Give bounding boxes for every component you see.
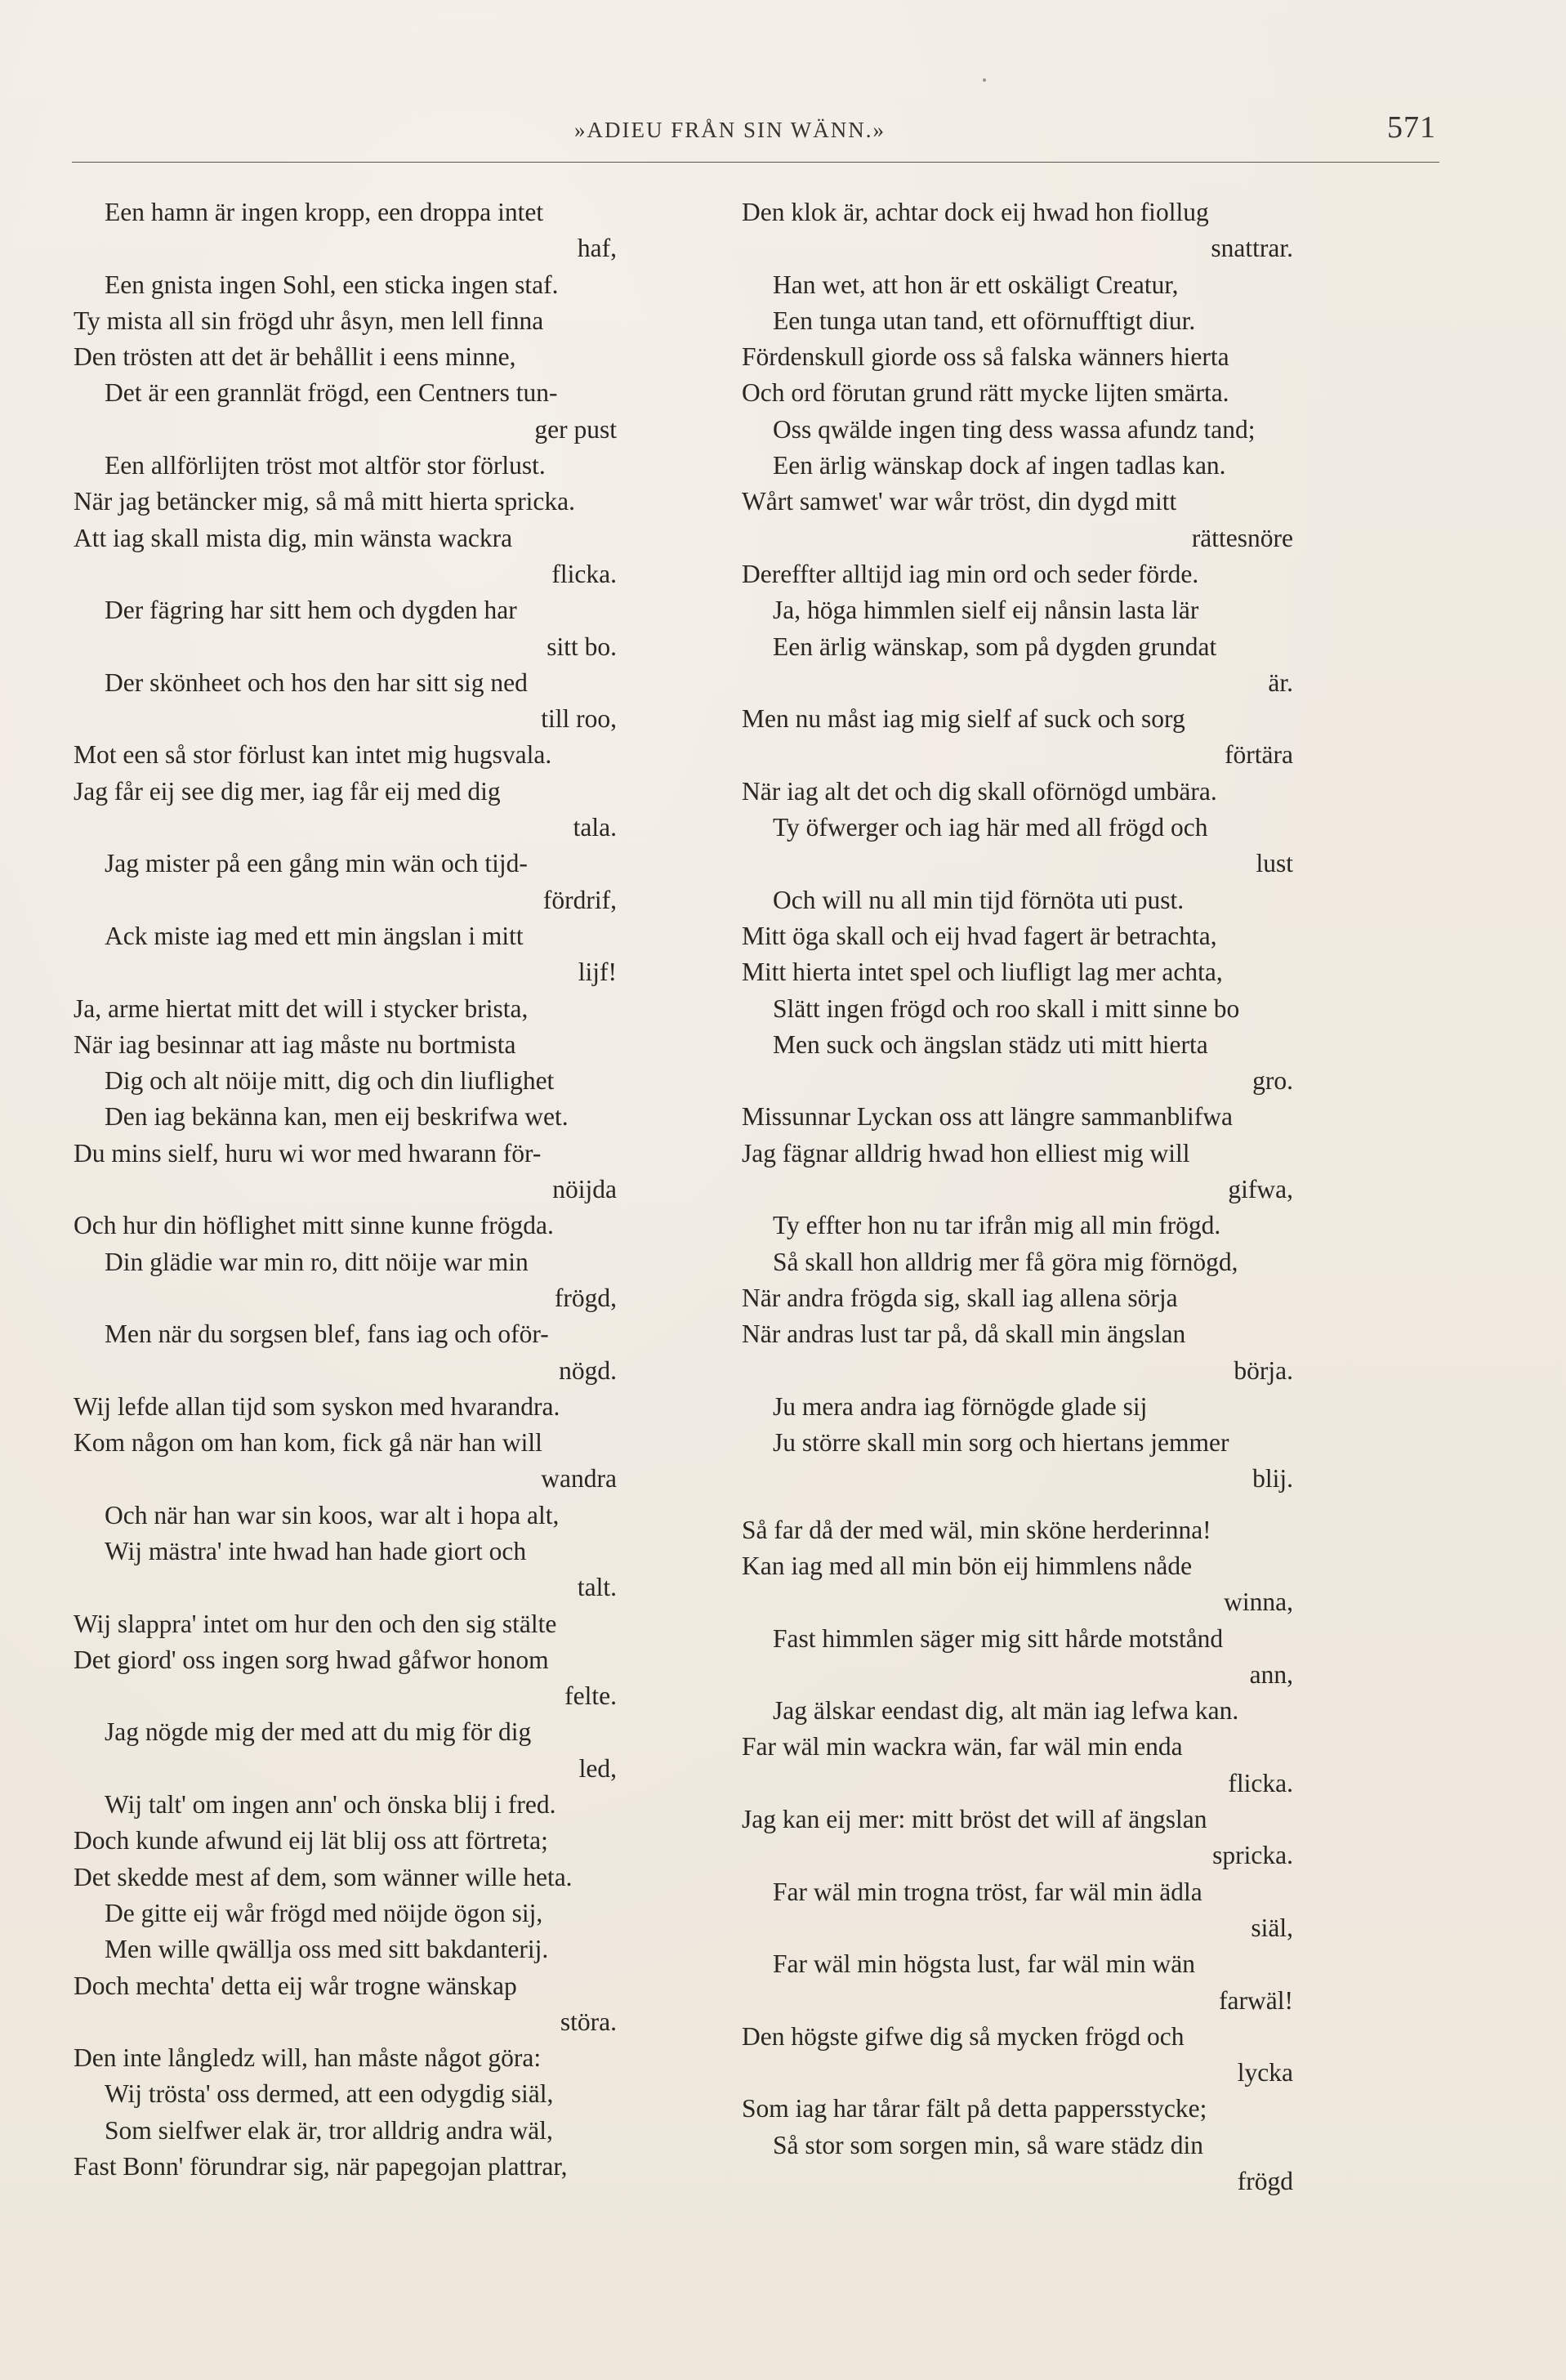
verse-line: Oss qwälde ingen ting dess wassa afundz tand; <box>773 414 1256 444</box>
verse-line-continuation: ann, <box>1249 1659 1293 1689</box>
verse-line: Dig och alt nöije mitt, dig och din liuflighet <box>105 1066 555 1096</box>
verse-line: Jag mister på een gång min wän och tijd- <box>105 849 528 878</box>
verse-line: Ju större skall min sorg och hiertans jemmer <box>773 1428 1229 1458</box>
verse-line-continuation: siäl, <box>1251 1913 1293 1942</box>
page-number: 571 <box>1387 110 1436 145</box>
verse-line: Jag älskar eendast dig, alt män iag lefwa kan. <box>773 1696 1239 1726</box>
verse-line: Ty effter hon nu tar ifrån mig all min frögd. <box>773 1211 1221 1240</box>
verse-line-continuation: flicka. <box>1228 1768 1293 1797</box>
verse-line: Doch mechta' detta eij wår trogne wänskap <box>74 1971 517 2000</box>
verse-line: Och när han war sin koos, war alt i hopa alt, <box>105 1500 560 1529</box>
verse-line: När andras lust tar på, då skall min ängslan <box>742 1319 1186 1349</box>
verse-line-continuation: spricka. <box>1212 1841 1293 1870</box>
verse-line: När andra frögda sig, skall iag allena sörja <box>742 1283 1178 1312</box>
verse-line-continuation: är. <box>1268 668 1293 697</box>
verse-line-continuation: farwäl! <box>1219 1985 1293 2015</box>
verse-line-continuation: talt. <box>577 1573 617 1602</box>
verse-line-continuation: frögd <box>1237 2167 1293 2196</box>
verse-line: Kom någon om han kom, fick gå när han will <box>74 1428 542 1458</box>
verse-line-continuation: förtära <box>1225 740 1293 770</box>
verse-line: Fördenskull giorde oss så falska wänners hierta <box>742 342 1229 372</box>
verse-line: Så stor som sorgen min, så ware städz din <box>773 2130 1203 2159</box>
verse-line: När iag besinnar att iag måste nu bortmista <box>74 1029 516 1059</box>
verse-line-continuation: frögd, <box>554 1283 617 1312</box>
verse-line: Een ärlig wänskap dock af ingen tadlas kan. <box>773 451 1226 480</box>
verse-line: Den iag bekänna kan, men eij beskrifwa wet. <box>105 1102 569 1132</box>
verse-line: Och will nu all min tijd förnöta uti pust. <box>773 885 1185 914</box>
verse-line: Ju mera andra iag förnögde glade sij <box>773 1391 1148 1421</box>
verse-line: Som sielfwer elak är, tror alldrig andra wäl, <box>105 2115 553 2145</box>
verse-line: Den klok är, achtar dock eij hwad hon fiollug <box>742 198 1209 226</box>
verse-line-continuation: fördrif, <box>542 885 617 914</box>
verse-line-continuation: ger pust <box>534 414 617 444</box>
verse-line-continuation: till roo, <box>541 704 617 734</box>
verse-line-continuation: lust <box>1256 849 1293 878</box>
verse-line: Far wäl min högsta lust, far wäl min wän <box>773 1949 1196 1979</box>
verse-line: Och hur din höflighet mitt sinne kunne frögda. <box>74 1211 554 1240</box>
verse-line: Men wille qwällja oss med sitt bakdanterij. <box>105 1935 549 1964</box>
verse-line: Den inte långledz will, han måste något göra: <box>74 2043 542 2073</box>
verse-line: Det skedde mest af dem, som wänner wille heta. <box>74 1862 573 1891</box>
verse-line: När iag alt det och dig skall oförnögd umbära. <box>742 776 1217 806</box>
verse-line: Jag får eij see dig mer, iag får eij med dig <box>74 776 501 806</box>
verse-line: Men suck och ängslan städz uti mitt hierta <box>773 1029 1208 1059</box>
verse-line: Jag fägnar alldrig hwad hon elliest mig will <box>742 1138 1190 1168</box>
verse-line: Ty mista all sin frögd uhr åsyn, men lell finna <box>74 306 544 335</box>
verse-line-continuation: tala. <box>573 813 617 842</box>
left-column <box>74 194 707 2185</box>
verse-line: Din glädie war min ro, ditt nöije war min <box>105 1247 529 1276</box>
verse-line-continuation: winna, <box>1224 1587 1293 1617</box>
verse-line: Det är een grannlät frögd, een Centners tun- <box>105 378 558 408</box>
verse-line: Men när du sorgsen blef, fans iag och oför- <box>105 1319 549 1349</box>
verse-line-continuation: gro. <box>1252 1066 1293 1096</box>
verse-line: Slätt ingen frögd och roo skall i mitt sinne bo <box>773 994 1240 1023</box>
verse-line: Som iag har tårar fält på detta pappersstycke; <box>742 2094 1207 2123</box>
verse-line-continuation: wandra <box>541 1464 617 1494</box>
verse-line: Att iag skall mista dig, min wänsta wackra <box>74 523 513 552</box>
verse-line: Mitt öga skall och eij hvad fagert är betrachta, <box>742 921 1217 950</box>
verse-line: Jag kan eij mer: mitt bröst det will af ängslan <box>742 1805 1207 1834</box>
verse-line: De gitte eij wår frögd med nöijde ögon sij, <box>105 1898 543 1927</box>
verse-line: Doch kunde afwund eij lät blij oss att förtreta; <box>74 1826 548 1855</box>
page-header <box>72 105 1439 163</box>
verse-line-continuation: nöijda <box>552 1175 617 1204</box>
verse-line: Den trösten att det är behållit i eens minne, <box>74 342 516 372</box>
verse-line: Men nu måst iag mig sielf af suck och sorg <box>742 704 1185 734</box>
verse-line-continuation: haf, <box>577 234 617 263</box>
verse-line: Fast Bonn' förundrar sig, när papegojan plattrar, <box>74 2152 568 2181</box>
verse-line-continuation: lijf! <box>578 958 617 987</box>
verse-line: Och ord förutan grund rätt mycke lijten smärta. <box>742 378 1229 408</box>
verse-line-continuation: lycka <box>1237 2058 1293 2088</box>
verse-line: Dereffter alltijd iag min ord och seder förde. <box>742 559 1199 588</box>
verse-line: Een allförlijten tröst mot altför stor förlust. <box>105 451 546 480</box>
verse-line: Een hamn är ingen kropp, een droppa intet <box>105 198 544 226</box>
verse-line: Det giord' oss ingen sorg hwad gåfwor honom <box>74 1645 549 1674</box>
verse-line-continuation: sitt bo. <box>547 632 617 661</box>
stanza-break <box>742 1498 1371 1512</box>
verse-line: Mitt hierta intet spel och liufligt lag mer achta, <box>742 958 1223 987</box>
verse-line-continuation: störa. <box>560 2007 617 2036</box>
verse-line: Missunnar Lyckan oss att längre sammanblifwa <box>742 1102 1233 1132</box>
verse-line: Wij talt' om ingen ann' och önska blij i fred. <box>105 1790 556 1820</box>
verse-line: Ja, höga himmlen sielf eij nånsin lasta lär <box>773 596 1199 625</box>
verse-line: Een ärlig wänskap, som på dygden grundat <box>773 632 1217 661</box>
verse-line: När jag betäncker mig, så må mitt hierta spricka. <box>74 487 576 516</box>
verse-line: Wij lefde allan tijd som syskon med hvarandra. <box>74 1391 560 1421</box>
running-title: »ADIEU FRÅN SIN WÄNN.» <box>574 118 886 142</box>
verse-line: Wij mästra' inte hwad han hade giort och <box>105 1536 527 1565</box>
verse-line: Du mins sielf, huru wi wor med hwarann för- <box>74 1138 542 1168</box>
verse-line: Wårt samwet' war wår tröst, din dygd mitt <box>742 487 1177 516</box>
verse-line: Far wäl min wackra wän, far wäl min enda <box>742 1732 1183 1762</box>
verse-line: Een gnista ingen Sohl, een sticka ingen staf. <box>105 270 559 299</box>
verse-line: Der fägring har sitt hem och dygden har <box>105 596 517 625</box>
verse-line: Der skönheet och hos den har sitt sig ned <box>105 668 528 697</box>
verse-line: Ty öfwerger och iag här med all frögd och <box>773 813 1208 842</box>
verse-line: Een tunga utan tand, ett oförnufftigt diur. <box>773 306 1196 335</box>
verse-line: Mot een så stor förlust kan intet mig hugsvala. <box>74 740 552 770</box>
right-column <box>742 194 1371 2199</box>
verse-line: Wij trösta' oss dermed, att een odygdig siäl, <box>105 2079 554 2109</box>
verse-line: Kan iag med all min bön eij himmlens nåde <box>742 1551 1193 1580</box>
verse-line-continuation: snattrar. <box>1211 234 1293 263</box>
verse-line: Han wet, att hon är ett oskäligt Creatur, <box>773 270 1179 299</box>
verse-line: Far wäl min trogna tröst, far wäl min ädla <box>773 1877 1202 1906</box>
verse-line: Wij slappra' intet om hur den och den sig stälte <box>74 1609 557 1638</box>
verse-line: Så far då der med wäl, min sköne herderinna! <box>742 1515 1211 1544</box>
verse-line: Den högste gifwe dig så mycken frögd och <box>742 2021 1185 2051</box>
verse-line: Jag nögde mig der med att du mig för dig <box>105 1717 532 1747</box>
verse-line-continuation: felte. <box>564 1681 617 1711</box>
verse-line-continuation: blij. <box>1252 1464 1293 1494</box>
verse-line-continuation: börja. <box>1234 1355 1293 1385</box>
verse-line: Ja, arme hiertat mitt det will i stycker brista, <box>74 994 529 1023</box>
verse-line-continuation: rättesnöre <box>1191 523 1293 552</box>
print-speck <box>983 78 986 82</box>
verse-line-continuation: nögd. <box>559 1355 617 1385</box>
verse-line: Fast himmlen säger mig sitt hårde motstånd <box>773 1623 1224 1653</box>
verse-line-continuation: led, <box>578 1753 617 1783</box>
verse-line-continuation: gifwa, <box>1228 1175 1293 1204</box>
verse-line: Ack miste iag med ett min ängslan i mitt <box>105 921 524 950</box>
verse-line-continuation: flicka. <box>551 559 617 588</box>
verse-line: Så skall hon alldrig mer få göra mig förnögd, <box>773 1247 1238 1276</box>
